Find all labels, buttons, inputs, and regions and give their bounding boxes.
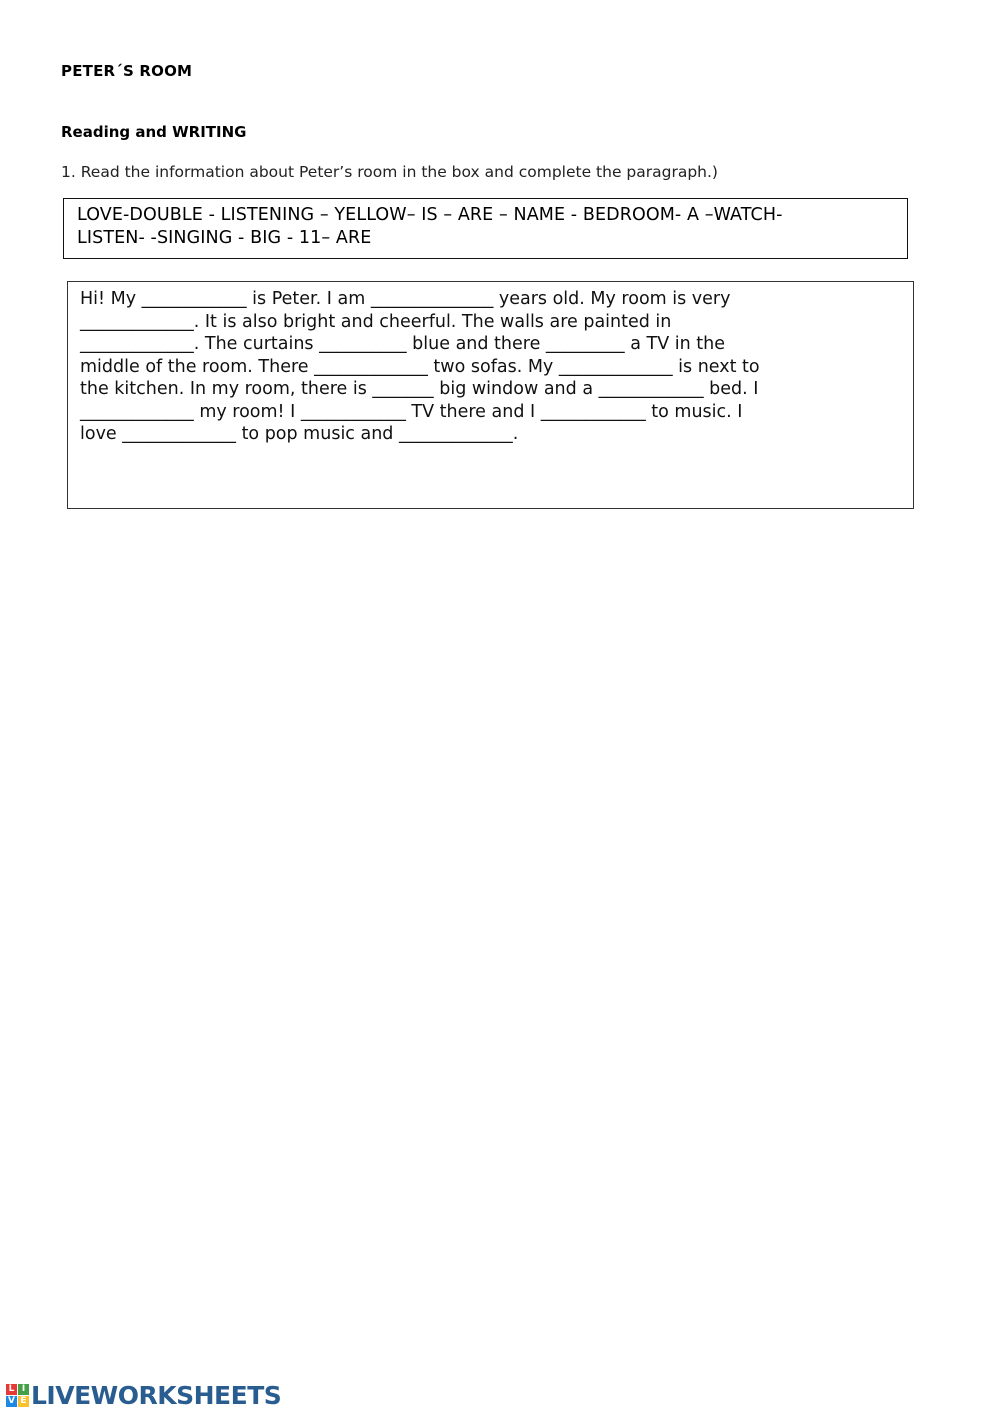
logo-blocks-icon (6, 1384, 29, 1407)
paragraph-line: Hi! My ____________ is Peter. I am ______________ years old. My room is very (80, 289, 731, 309)
paragraph-line: love _____________ to pop music and _____________. (80, 424, 519, 444)
page-title: PETER´S ROOM (61, 62, 193, 80)
section-heading: Reading and WRITING (61, 123, 247, 141)
word-bank-box (63, 198, 908, 259)
logo-block: E (18, 1396, 29, 1407)
logo-block: I (18, 1384, 29, 1395)
paragraph-box (67, 281, 914, 509)
logo-block: L (6, 1384, 17, 1395)
paragraph-line: the kitchen. In my room, there is _______ big window and a ____________ bed. I (80, 379, 759, 399)
exercise-instruction: 1. Read the information about Peter’s room in the box and complete the paragraph.) (61, 163, 718, 181)
word-bank-line: LOVE-DOUBLE - LISTENING – YELLOW– IS – ARE – NAME - BEDROOM- A –WATCH- (77, 205, 783, 225)
paragraph-line: _____________. The curtains __________ blue and there _________ a TV in the (80, 334, 725, 354)
logo-text: LIVEWORKSHEETS (31, 1380, 282, 1410)
paragraph-line: middle of the room. There _____________ two sofas. My _____________ is next to (80, 356, 760, 377)
paragraph-line: _____________ my room! I ____________ TV there and I ____________ to music. I (80, 401, 743, 422)
liveworksheets-logo (6, 1380, 281, 1410)
paragraph-line: _____________. It is also bright and cheerful. The walls are painted in (80, 311, 672, 332)
logo-block: V (6, 1396, 17, 1407)
word-bank-line: LISTEN- -SINGING - BIG - 11– ARE (77, 227, 372, 248)
